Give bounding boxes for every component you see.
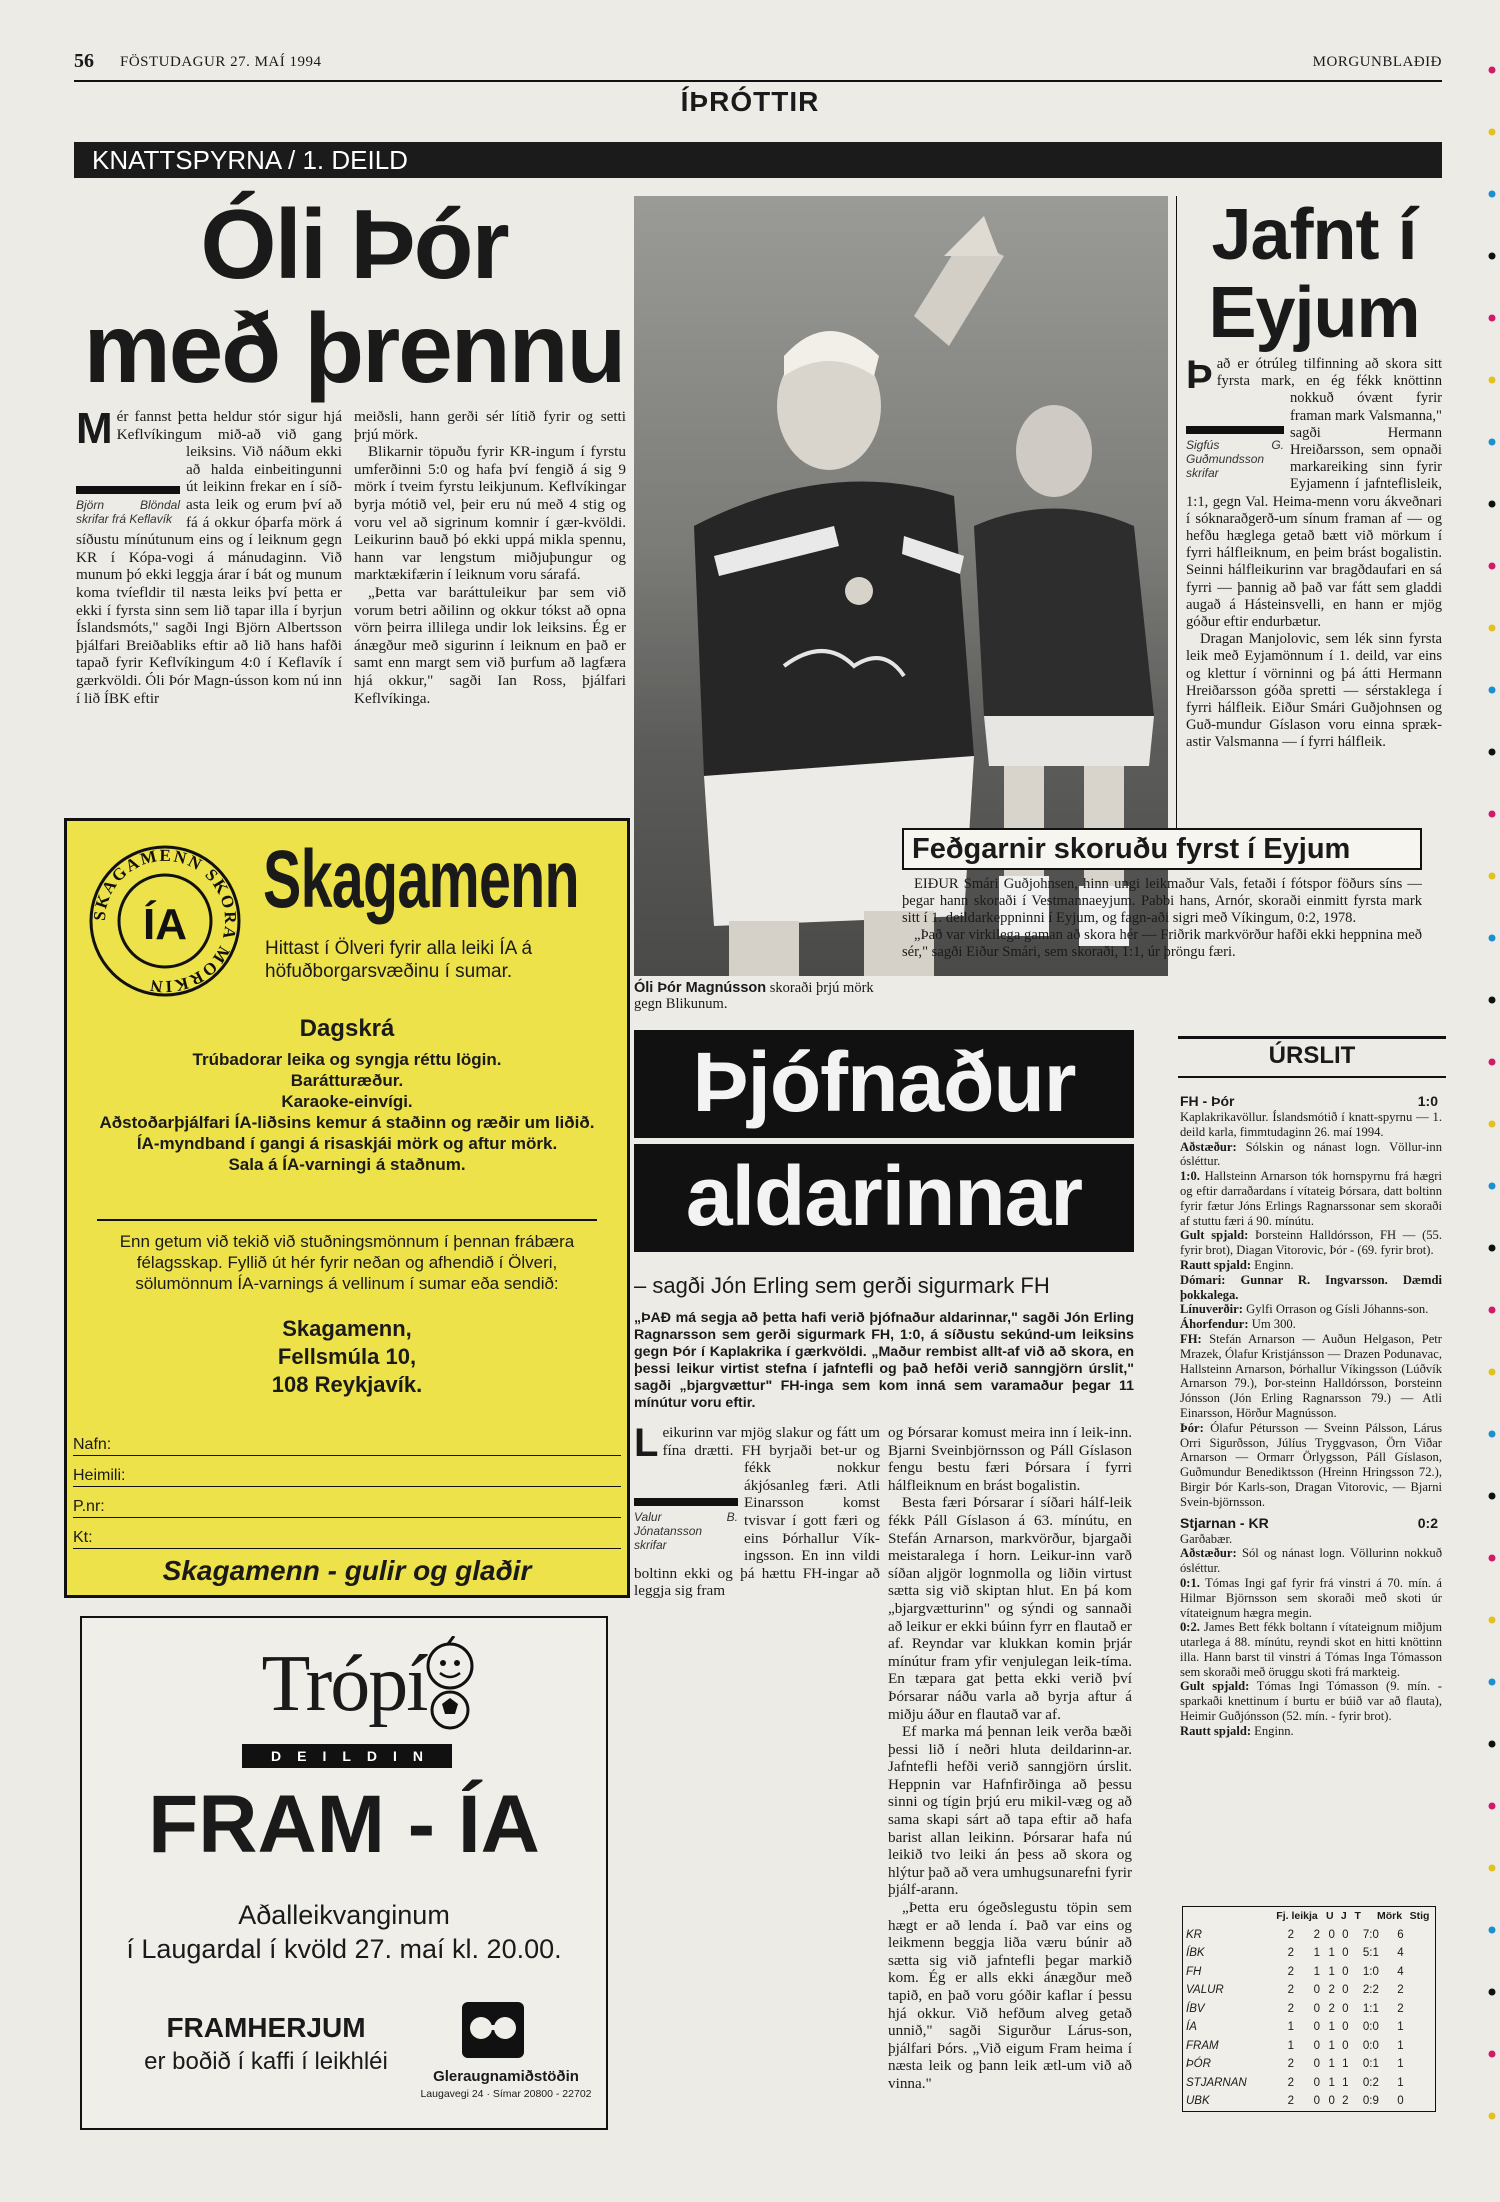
- form-home-field[interactable]: [73, 1456, 621, 1487]
- standings-team: ÞÓR: [1186, 2058, 1211, 2071]
- standings-row: [1183, 2074, 1435, 2093]
- match1-referee: Gunnar R. Ingvarsson. Dæmdi þokkalega.: [1180, 1272, 1442, 1302]
- print-color-marks: [1488, 60, 1496, 2160]
- story3-col1: [634, 1421, 880, 1600]
- match1-conditions: Sólskin og nánast logn. Völlur-inn ósléttur.: [1180, 1139, 1442, 1169]
- story3-lede: „ÞAÐ má segja að þetta hafi verið þjófnaður aldarinnar," sagði Jón Erling Ragnarsson sem gerði sigurmark FH, 1:0, á síðustu sekúnd-um leiksins gegn Þór í Kaplakrika í gærkvöldi. „Maður rembist allt-af við að skora, en þessi leikur virtist stefna í jafntefli og það hefði verið sanngjörn úrslit," sagði „bjargvættur" FH-inga sem kom inná sem varamaður þegar 11 mínútur voru eftir.: [634, 1310, 1134, 1411]
- label: 0:1.: [1180, 1575, 1200, 1590]
- address-line: Skagamenn,: [282, 1316, 412, 1341]
- standings-wins: 0: [1313, 2002, 1320, 2015]
- registration-dot: [1489, 315, 1496, 322]
- story3-headline-line2: aldarinnar: [634, 1144, 1134, 1252]
- form-postal-label: P.nr:: [73, 1498, 105, 1515]
- match2-title: Stjarnan - KR: [1180, 1514, 1269, 1531]
- standings-points: 2: [1397, 1984, 1404, 1997]
- form-name-field[interactable]: [73, 1425, 621, 1456]
- story3-col1-text: eikurinn var mjög slakur og fátt um fína drætti. FH byrjaði bet-ur og fékk nokkur ákjósanleg færi. Atli Einarsson komst tvisvar í gott færi og eins Þórhallur Vík-ingsson. En inn vildi boltinn ekki og þá hættu FH-ingar að leggja sig fram: [634, 1424, 880, 1600]
- fathers-sons-p1: EIÐUR Smári Guðjohnsen, hinn ungi leikmaður Vals, fetaði í fótspor föðurs síns — þegar hann skoraði í Vestmannaeyjum. Pabbi hans, Arnór, skoraði einmitt fyrsta mark sitt í 1. deildarkeppninni í Eyjum, og fagn-aði sigri með Víkingum, 0:2, 1978.: [902, 876, 1422, 926]
- story3-subhead: – sagði Jón Erling sem gerði sigurmark FH: [634, 1273, 1050, 1298]
- dagskra-item: Aðstoðarþjálfari ÍA-liðsins kemur á staðinn og ræðir um liðið.: [99, 1113, 595, 1132]
- standings-goals-against: 1: [1372, 2058, 1379, 2071]
- registration-dot: [1489, 873, 1496, 880]
- standings-losses: 2: [1342, 2095, 1349, 2108]
- byline-bar: [76, 486, 180, 494]
- registration-dot: [1489, 625, 1496, 632]
- ad-divider: [97, 1219, 597, 1221]
- registration-dot: [1489, 997, 1496, 1004]
- match2-red: Enginn.: [1251, 1723, 1294, 1738]
- registration-dot: [1489, 1555, 1496, 1562]
- standings-points: 1: [1397, 2021, 1404, 2034]
- standings-row: [1183, 1963, 1435, 1982]
- registration-dot: [1489, 1927, 1496, 1934]
- standings-goals-against: 0: [1372, 2021, 1379, 2034]
- urslit-rule: [1178, 1076, 1446, 1078]
- rubric-bar: [74, 142, 1442, 178]
- standings-row: [1183, 1981, 1435, 2000]
- standings-goals-for: 1:: [1362, 1965, 1373, 1978]
- page-number: 56: [74, 50, 94, 72]
- standings-losses: 0: [1342, 2002, 1349, 2015]
- standings-losses: 1: [1342, 2058, 1349, 2071]
- dagskra-item: Trúbadorar leika og syngja réttu lögin.: [192, 1050, 502, 1069]
- standings-points: 1: [1397, 2058, 1404, 2071]
- standings-team: FH: [1186, 1965, 1202, 1978]
- story3-byline: Valur B. Jónatansson skrifar: [634, 1510, 738, 1552]
- story1-headline-line2: með þrennu: [83, 293, 625, 403]
- fans-invite: [116, 2010, 416, 2078]
- standings-goals-against: 2: [1372, 1984, 1379, 1997]
- standings-row: [1183, 2055, 1435, 2074]
- fans-heading: FRAMHERJUM: [166, 2012, 366, 2043]
- fathers-sons-box: [902, 828, 1422, 1000]
- seal-letters: ÍA: [143, 900, 187, 949]
- byline-bar: [634, 1498, 738, 1506]
- standings-goals-for: 0:: [1362, 2058, 1373, 2071]
- standings-draws: 1: [1328, 2058, 1335, 2071]
- standings-goals-against: 0: [1372, 2039, 1379, 2052]
- match1-info: Kaplakrikavöllur. Íslandsmótið í knatt-spyrnu — 1. deild karla, fimmtudaginn 26. maí 1994.: [1180, 1110, 1442, 1139]
- story2-headline: [1180, 196, 1448, 352]
- standings-losses: 0: [1342, 2039, 1349, 2052]
- standings-draws: 1: [1328, 2076, 1335, 2089]
- match2-yellow: Tómas Ingi Tómasson (9. mín. - sparkaði knettinum í burtu er búið var að flauta), Heimir Guðjónsson (52. mín. - fyrir brot).: [1180, 1679, 1443, 1724]
- standings-goals-against: 0: [1372, 1928, 1379, 1941]
- story2-headline-line2: Eyjum: [1208, 273, 1420, 353]
- label: Áhorfendur:: [1180, 1317, 1249, 1332]
- standings-points: 4: [1397, 1947, 1404, 1960]
- standings-wins: 0: [1313, 2095, 1320, 2108]
- standings-wins: 1: [1313, 1947, 1320, 1960]
- match1-header: [1180, 1092, 1442, 1110]
- match2-goal2: James Bett fékk boltann í vítateignum miðjum utarlega á 88. mínútu, reyndi skot en hitti knöttinn illa. Hann barst til vinstri á Tómas Inga Tómasson sem skoraði með öruggu skoti frá markteig.: [1180, 1620, 1442, 1679]
- fathers-sons-p2: „Það var virkilega gaman að skora hér — Friðrik markvörður hafði ekki heppnina með sér," sagði Eiður Smári, sem skoraði, 1:1, úr þröngu færi.: [902, 927, 1422, 960]
- fans-text: er boðið í kaffi í leikhléi: [144, 2048, 388, 2075]
- standings-goals-against: 1: [1372, 1947, 1379, 1960]
- registration-dot: [1489, 439, 1496, 446]
- story2-headline-line1: Jafnt í: [1211, 195, 1417, 275]
- standings-row: [1183, 2037, 1435, 2056]
- standings-points: 0: [1397, 2095, 1404, 2108]
- standings-table: [1183, 1907, 1435, 2111]
- registration-dot: [1489, 67, 1496, 74]
- registration-dot: [1489, 749, 1496, 756]
- col-header: Fj. leikja: [1276, 1910, 1318, 1923]
- label: 1:0.: [1180, 1169, 1200, 1184]
- standings-goals-for: 0:: [1362, 2039, 1373, 2052]
- registration-dot: [1489, 935, 1496, 942]
- registration-dot: [1489, 1493, 1496, 1500]
- standings-wins: 0: [1313, 2021, 1320, 2034]
- label: Aðstæður:: [1180, 1139, 1237, 1154]
- league-banner: [242, 1744, 452, 1768]
- match1-thor-lineup: Ólafur Pétursson — Sveinn Pálsson, Lárus Orri Sigurðsson, Júlíus Tryggvason, Örn Viðar Arnarson — Ormarr Örlygsson, Páll Gíslason, Guðmundur Benediktsson (Hreinn Hringsson 72.), Birgir Þór Karls-son, Dragan Vitorovic, — Bjarni Svein-björnsson.: [1180, 1420, 1442, 1509]
- skagamenn-tagline: Hittast í Ölveri fyrir alla leiki ÍA á höfuðborgarsvæðinu í sumar.: [265, 938, 533, 982]
- story2-intro: að er ótrúleg tilfinning að skora sitt fyrsta mark, en ég fékk knöttinn nokkuð óvænt fyrir framan mark Valsmanna," sagði Hermann Hreiðarsson, sem opnaði markareiking sinn fyrir Eyjamenn í jafnteflisleik, 1:1, gegn Val. Heima-menn voru ákveðnari í sóknaraðgerð-um sínum framan af — og hefðu hæglega getað bætt við mörkum í fyrri hálfleiknum, en þeim brást bogalistin. Seinni hálfleikurinn var bragðdaufari en sá fyrri — þannig að það var fátt sem gladdi augað á Hásteinsvelli, en hann er mjög góður eftir endurbætur.: [1186, 356, 1442, 631]
- match1-score: 1:0: [1417, 1093, 1438, 1109]
- standings-played: 2: [1287, 1928, 1294, 1941]
- registration-dot: [1489, 1369, 1496, 1376]
- standings-wins: 0: [1313, 1984, 1320, 1997]
- match-report-fh-thor: [1180, 1092, 1442, 1739]
- match1-red: Enginn.: [1251, 1257, 1294, 1272]
- standings-goals-for: 1:: [1362, 2002, 1373, 2015]
- sponsor-name: Gleraugnamiðstöðin: [433, 2068, 579, 2085]
- registration-dot: [1489, 1059, 1496, 1066]
- standings-draws: 1: [1328, 2039, 1335, 2052]
- registration-dot: [1489, 1431, 1496, 1438]
- match1-linesmen: Gylfi Orrason og Gísli Jóhanns-son.: [1242, 1302, 1429, 1317]
- standings-played: 2: [1287, 2002, 1294, 2015]
- fathers-sons-headline: Feðgarnir skoruðu fyrst í Eyjum: [902, 828, 1422, 870]
- story3-headline: [634, 1030, 1134, 1252]
- match1-yellow: Þorsteinn Halldórsson, FH — (55. fyrir brot), Diagan Vitorovic, Þór - (69. fyrir brot).: [1180, 1228, 1443, 1258]
- story3-col2-p3: Ef marka má þennan leik verða bæði þessi lið í neðri hluta deildarinn-ar. Jafntefli hefði verið sanngjörn úrslit. Heppnin var Hafnfirðinga að þessu sinni og tígin þrjú eru mikil-væg og að sama skapi sárt að tapa eftir að hafa barist allan leikinn. Þórsarar hafa nú leikið tvo leiki án þess að skora og hlýtur það að vera umhugsunarefni fyrir þjálf-arann.: [888, 1723, 1132, 1899]
- league-label: DEILDIN: [271, 1748, 439, 1764]
- registration-dot: [1489, 1245, 1496, 1252]
- story1-headline: [74, 189, 634, 403]
- match1-goal: Hallsteinn Arnarson tók hornspyrnu frá hægri og eftir darraðardans í vítateig Þórsara, datt boltinn fyrir fætur Jóns Erlings Ragnarssonar sem skoraði af stuttu færi á 90. mínútu.: [1180, 1169, 1442, 1228]
- match2-header: [1180, 1514, 1442, 1532]
- standings-goals-for: 0:: [1362, 2095, 1373, 2108]
- standings-draws: 2: [1328, 2002, 1335, 2015]
- dagskra-item: ÍA-myndband í gangi á risaskjái mörk og aftur mörk.: [136, 1134, 558, 1153]
- match2-goal1: Tómas Ingi gaf fyrir frá vinstri á 70. mín. á Hilmar Björnsson sem skoraði með skoti úr vítateignum hægra megin.: [1180, 1575, 1442, 1620]
- rubric-label: KNATTSPYRNA / 1. DEILD: [92, 145, 408, 175]
- standings-row: [1183, 2000, 1435, 2019]
- dagskra-list: [97, 1049, 597, 1175]
- registration-dot: [1489, 1989, 1496, 1996]
- venue-line1: Aðalleikvanginum: [238, 1900, 450, 1930]
- match2-info: Garðabær.: [1180, 1531, 1233, 1546]
- standings-goals-for: 2:: [1362, 1984, 1373, 1997]
- form-id-field[interactable]: [73, 1518, 621, 1549]
- byline-bar: [1186, 426, 1284, 434]
- standings-wins: 1: [1313, 1965, 1320, 1978]
- standings-goals-against: 1: [1372, 2002, 1379, 2015]
- standings-goals-against: 2: [1372, 2076, 1379, 2089]
- story2-p2: Dragan Manjolovic, sem lék sinn fyrsta leik með Eyjamönnum í 1. deild, var eins og klettur í vörninni og þá átti Hermann Hreiðarsson góða spretti — sérstaklega í fyrri hálfleik. Eiður Smári Guðjohnsen og Guð-mundur Gíslason voru einna spræk-astir Valsmanna — í fyrri hálfleik.: [1186, 631, 1442, 751]
- story3-byline-box: [634, 1498, 738, 1552]
- standings-goals-against: 9: [1372, 2095, 1379, 2108]
- entry-form: [73, 1425, 621, 1549]
- standings-played: 2: [1287, 1965, 1294, 1978]
- dagskra-item: Karaoke-einvígi.: [281, 1092, 413, 1111]
- standings-points: 1: [1397, 2039, 1404, 2052]
- skagamenn-title: Skagamenn: [263, 834, 579, 925]
- story1-dropcap: M: [76, 404, 113, 453]
- match1-attendance: Um 300.: [1248, 1317, 1296, 1332]
- standings-played: 2: [1287, 1984, 1294, 1997]
- match1-title: FH - Þór: [1180, 1093, 1235, 1109]
- standings-goals-for: 7:: [1362, 1928, 1373, 1941]
- standings-goals-for: 0:: [1362, 2021, 1373, 2034]
- tropi-ad: [80, 1616, 608, 2130]
- story2-body: [1186, 353, 1442, 752]
- standings-team: STJARNAN: [1186, 2076, 1247, 2089]
- standings-draws: 1: [1328, 1965, 1335, 1978]
- seal-ring-text: SKAGAMENN SKORA MÖRKIN: [89, 845, 241, 997]
- standings-played: 2: [1287, 1947, 1294, 1960]
- story2-dropcap: Þ: [1186, 353, 1213, 397]
- dagskra-item: Barátturæður.: [290, 1071, 404, 1090]
- story1-col2-p2: Blikarnir töpuðu fyrir KR-ingum í fyrstu umferðinni 5:0 og hafa því fengið á sig 9 mörk í tveim fyrstu leikjunum. Keflvíkingar byrja mótið vel, þeir eru nú með 4 stig og voru vel að sigrinum komnir í gær-kvöldi. Leikurinn bauð þó ekki uppá mikla spennu, hann var lengstum miðjuþungur og marktækifærin í leiknum voru sárafá.: [354, 443, 626, 584]
- registration-dot: [1489, 191, 1496, 198]
- standings-goals-for: 5:: [1362, 1947, 1373, 1960]
- registration-dot: [1489, 1679, 1496, 1686]
- urslit-top-rule: [1178, 1036, 1446, 1039]
- story2-byline-box: [1186, 426, 1284, 480]
- standings-losses: 0: [1342, 1928, 1349, 1941]
- story3-col2-p4: „Þetta eru ógeðslegustu töpin sem hægt er að lenda í. Það var eins og leikmenn beggja liða væru búnir að sætta sig við jafntefli þegar markið kom. Ég er alls ekki ánægður með tapið, en það voru góðir kaflar í þessu hjá okkur. Við hefðum alveg getað unnið," sagði Sigurður Lárus-son, þjálfari Þórs. „Við eigum Fram heima í næsta leik og þann leik ætl-um við að vinna.": [888, 1899, 1132, 2092]
- col-header: U: [1326, 1910, 1334, 1923]
- support-text: Enn getum við tekið við stuðningsmönnum í þennan frábæra félagsskap. Fyllið út hér fyrir neðan og afhendið í Ölveri, sölumönnum ÍA-varnings á vellinum í sumar eða sendið:: [119, 1232, 575, 1293]
- registration-dot: [1489, 687, 1496, 694]
- tropi-mascot-icon: [418, 1636, 482, 1732]
- address-line: Fellsmúla 10,: [277, 1344, 417, 1369]
- color-registration-icon: [1488, 60, 1496, 2160]
- address-line: 108 Reykjavík.: [271, 1372, 423, 1397]
- registration-dot: [1489, 563, 1496, 570]
- col-header: T: [1354, 1910, 1361, 1923]
- standings-draws: 0: [1328, 1928, 1335, 1941]
- label: Gult spjald:: [1180, 1228, 1249, 1243]
- registration-dot: [1489, 1183, 1496, 1190]
- dagskra-item: Sala á ÍA-varningi á staðnum.: [228, 1155, 466, 1174]
- standings-draws: 1: [1328, 1947, 1335, 1960]
- match2-score: 0:2: [1417, 1514, 1438, 1531]
- col-header: J: [1340, 1910, 1347, 1923]
- col-header: Stig: [1409, 1910, 1430, 1923]
- col-header: Mörk: [1377, 1910, 1403, 1923]
- standings-goals-for: 0:: [1362, 2076, 1373, 2089]
- standings-goals-against: 0: [1372, 1965, 1379, 1978]
- label: 0:2.: [1180, 1620, 1200, 1635]
- standings-played: 1: [1287, 2021, 1294, 2034]
- registration-dot: [1489, 1865, 1496, 1872]
- registration-dot: [1489, 2113, 1496, 2120]
- registration-dot: [1489, 1803, 1496, 1810]
- newspaper-name: MORGUNBLAÐIÐ: [1312, 54, 1442, 70]
- form-postal-field[interactable]: [73, 1487, 621, 1518]
- story2-byline: Sigfús G. Guðmundsson skrifar: [1186, 438, 1284, 480]
- page-header: [74, 50, 1442, 84]
- story3-dropcap: L: [634, 1421, 659, 1465]
- standings-points: 6: [1397, 1928, 1404, 1941]
- registration-dot: [1489, 2051, 1496, 2058]
- form-home-label: Heimili:: [73, 1467, 126, 1484]
- registration-dot: [1489, 1617, 1496, 1624]
- story1-col2-p3: „Þetta var baráttuleikur þar sem við vorum betri aðilinn og okkur tókst að opna vörn þeirra illilega undir lok leiksins. Ég er ánægður með sigurinn í leiknum en það er samt enn margt sem við þurfum að lagfæra hjá okkur," sagði Ian Ross, þjálfari Keflvíkinga.: [354, 583, 626, 707]
- story1-intro: ér fannst þetta heldur stór sigur hjá Keflvíkingum mið-að við gang leiksins. Við náðum ekki að halda einbeitingunni út leikinn frekar en í síð-asta leik og erum því að fá á okkur óþarfa mörk á síðustu mínútunum eins og í leiknum gegn KR í Kópa-vogi á mánudaginn. Við munum þó ekki leggja árar í bát og munum koma tvíefldir til næsta leiks því þetta er ekki í fyrsta sinn sem lið tapar illa í byrjun Íslandsmóts," sagði Ingi Björn Albertsson þjálfari Breiðabliks eftir að lið hans hafði tapað fyrir Keflvíkingum 4:0 í Keflavík í gærkvöldi. Óli Þór Magn-ússon kom nú inn í lið ÍBK eftir: [76, 408, 342, 707]
- registration-dot: [1489, 1307, 1496, 1314]
- standings-draws: 0: [1328, 2095, 1335, 2108]
- registration-dot: [1489, 253, 1496, 260]
- story1-byline-box: [76, 486, 180, 526]
- standings-row: [1183, 2092, 1435, 2111]
- registration-dot: [1489, 501, 1496, 508]
- story1-col2-p1: meiðsli, hann gerði sér lítið fyrir og setti þrjú mörk.: [354, 408, 626, 443]
- standings-team: KR: [1186, 1928, 1202, 1941]
- standings-wins: 0: [1313, 2076, 1320, 2089]
- label: FH:: [1180, 1331, 1202, 1346]
- story1-byline: Björn Blöndal skrifar frá Keflavík: [76, 498, 180, 526]
- standings-row: [1183, 1926, 1435, 1945]
- registration-dot: [1489, 1741, 1496, 1748]
- registration-dot: [1489, 811, 1496, 818]
- standings-losses: 0: [1342, 1984, 1349, 1997]
- standings-team: UBK: [1186, 2095, 1210, 2108]
- label: Gult spjald:: [1180, 1679, 1250, 1694]
- sponsor-address: Laugavegi 24 · Símar 20800 - 22702: [420, 2088, 592, 2100]
- standings-row: [1183, 2018, 1435, 2037]
- venue: [82, 1898, 606, 1966]
- standings-draws: 1: [1328, 2021, 1335, 2034]
- column-rule: [1176, 196, 1177, 856]
- registration-dot: [1489, 1121, 1496, 1128]
- standings-draws: 2: [1328, 1984, 1335, 1997]
- standings-played: 1: [1287, 2039, 1294, 2052]
- section-title: ÍÞRÓTTIR: [680, 86, 820, 117]
- story3-col2-p2: Besta færi Þórsarar í síðari hálf-leik fékk Páll Gíslason á 63. mínútu, en Stefán Arnarson, markvörður, bjargaði meistaralega í horn. Leikur-inn varð síðan aljgör lognmolla og liðin virtust sætta sig við skiptan hlut. En þá kom „bjargvætturinn" og sýndi og sannaði að leikur er ekki búinn fyrr en flautað er af. Reyndar var klukkan komin þrjár mínútur fram yfir venjulegan leik-tíma. En tæpara gat þetta ekki verið því Þórsarar náðu varla að byrja aftur á miðju áður en flautað var af.: [888, 1494, 1132, 1723]
- tropi-brand: Trópí: [261, 1640, 427, 1728]
- dagskra-heading: Dagskrá: [299, 1015, 395, 1042]
- photo-caption-name: Óli Þór Magnússon: [634, 980, 767, 996]
- registration-dot: [1489, 377, 1496, 384]
- skagamenn-seal-icon: [85, 841, 245, 1001]
- standings-wins: 2: [1313, 1928, 1320, 1941]
- gleraugnamidstodin-logo-icon: [458, 1998, 528, 2062]
- match2-conditions: Sól og nánast logn. Völlurinn nokkuð ósléttur.: [1180, 1546, 1442, 1576]
- skagamenn-slogan: Skagamenn - gulir og glaðir: [162, 1555, 532, 1586]
- story3-col2: [888, 1424, 1132, 2093]
- label: Rautt spjald:: [1180, 1257, 1252, 1272]
- label: Rautt spjald:: [1180, 1723, 1252, 1738]
- form-id-label: Kt:: [73, 1529, 93, 1546]
- standings-team: ÍBV: [1186, 2002, 1205, 2015]
- standings-points: 4: [1397, 1965, 1404, 1978]
- label: Línuverðir:: [1180, 1302, 1243, 1317]
- story3-col2-p1: og Þórsarar komust meira inn í leik-inn. Bjarni Sveinbjörnsson og Páll Gíslason fengu bestu færi Þórsara í fyrri hálfleiknum en brást bogalistin.: [888, 1424, 1132, 1494]
- issue-date: FÖSTUDAGUR 27. MAÍ 1994: [120, 54, 322, 70]
- standings-losses: 0: [1342, 1965, 1349, 1978]
- match1-fh-lineup: Stefán Arnarson — Auðun Helgason, Petr Mrazek, Ólafur Kristjánsson — Drazen Podunavac, Hallsteinn Arnarson, Þórhallur Víkingsson (Lúðvík Arnarson 79.), Þor-steinn Halldórsson, Þorsteinn Jónsson (Jón Erling Ragnarsson 79.) — Atli Einarsson, Hörður Magnússon.: [1180, 1331, 1442, 1420]
- standings-losses: 0: [1342, 2021, 1349, 2034]
- standings-played: 2: [1287, 2076, 1294, 2089]
- standings-played: 2: [1287, 2058, 1294, 2071]
- story3-headline-line1: Þjófnaður: [634, 1030, 1134, 1138]
- standings-points: 2: [1397, 2002, 1404, 2015]
- header-rule: [74, 80, 1442, 82]
- story1-headline-line1: Óli Þór: [200, 189, 508, 299]
- label: Aðstæður:: [1180, 1546, 1237, 1561]
- form-name-label: Nafn:: [73, 1436, 112, 1453]
- standings-wins: 0: [1313, 2039, 1320, 2052]
- standings-played: 2: [1287, 2095, 1294, 2108]
- story1-col2: [354, 408, 626, 707]
- skagamenn-ad: [64, 818, 630, 1598]
- venue-line2: í Laugardal í kvöld 27. maí kl. 20.00.: [126, 1934, 562, 1964]
- ad-address: [67, 1315, 627, 1399]
- label: Dómari:: [1180, 1272, 1226, 1287]
- standings-team: FRAM: [1186, 2039, 1219, 2052]
- standings-team: VALUR: [1186, 1984, 1224, 1997]
- standings-team: ÍA: [1186, 2021, 1197, 2034]
- standings-losses: 1: [1342, 2076, 1349, 2089]
- urslit-title: ÚRSLIT: [1268, 1042, 1356, 1069]
- standings-wins: 0: [1313, 2058, 1320, 2071]
- match-title: FRAM - ÍA: [148, 1779, 540, 1870]
- standings-team: ÍBK: [1186, 1947, 1205, 1960]
- photo-caption-text: skoraði þrjú mörk gegn Blikunum.: [634, 980, 874, 1012]
- standings-table-box: [1182, 1906, 1436, 2112]
- label: Þór:: [1180, 1420, 1204, 1435]
- standings-points: 1: [1397, 2076, 1404, 2089]
- story1-col1: [76, 404, 342, 707]
- photo-caption: [634, 980, 884, 1012]
- standings-losses: 0: [1342, 1947, 1349, 1960]
- standings-row: [1183, 1944, 1435, 1963]
- registration-dot: [1489, 129, 1496, 136]
